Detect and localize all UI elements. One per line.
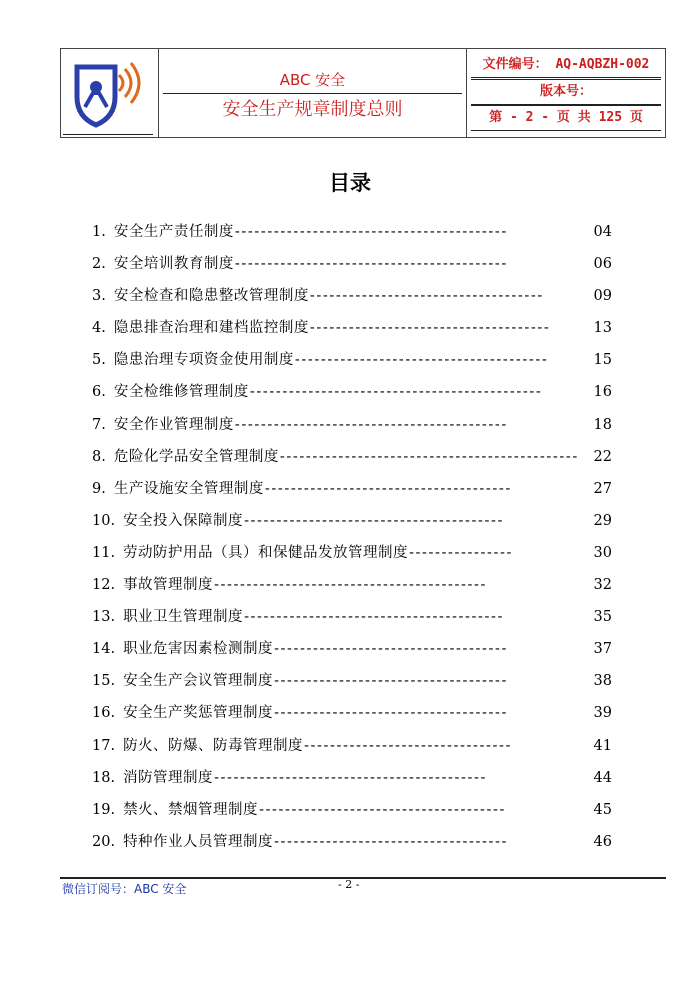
toc-page: 06 <box>593 256 612 273</box>
toc-number: 16. <box>92 705 116 722</box>
toc-item[interactable] <box>92 413 612 445</box>
toc-page: 41 <box>593 737 612 754</box>
wechat-account: 微信订阅号：ABC 安全 <box>62 882 187 896</box>
toc-text: 安全投入保障制度 <box>123 512 244 529</box>
toc-leader: -------------------------------------- <box>259 801 507 818</box>
toc-text: 事故管理制度 <box>123 577 214 594</box>
toc-page: 29 <box>593 512 612 529</box>
toc-leader: --------------------------------------------- <box>249 384 543 401</box>
toc-number: 3. <box>92 288 106 305</box>
logo-underline <box>63 134 153 135</box>
toc-number: 12. <box>92 577 116 594</box>
toc-item[interactable] <box>92 316 612 348</box>
toc-leader: ------------------------------------ <box>274 641 509 658</box>
toc-page: 39 <box>593 705 612 722</box>
toc-leader: ------------------------------------------ <box>214 577 488 594</box>
toc-page: 15 <box>593 352 612 369</box>
toc-text: 职业危害因素检测制度 <box>123 641 274 658</box>
toc-leader: ------------------------------------- <box>309 320 551 337</box>
toc-leader: ------------------------------------ <box>309 288 544 305</box>
toc-leader: -------------------------------- <box>304 737 513 754</box>
toc-number: 5. <box>92 352 106 369</box>
toc-leader: -------------------------------------- <box>264 480 512 497</box>
toc-text: 禁火、禁烟管理制度 <box>123 801 259 818</box>
toc-leader: ---------------------------------------- <box>244 512 505 529</box>
toc-leader: ---------------------------------------- <box>244 609 505 626</box>
toc-number: 10. <box>92 512 116 529</box>
toc-page: 32 <box>593 577 612 594</box>
info-cell <box>467 49 665 137</box>
toc-text: 安全生产会议管理制度 <box>123 673 274 690</box>
toc-page: 27 <box>593 480 612 497</box>
version-number: 版本号： <box>471 79 661 105</box>
toc-leader: ------------------------------------------ <box>234 224 508 240</box>
file-number: 文件编号： AQ-AQBZH-002 <box>471 53 661 78</box>
toc-page: 46 <box>593 833 612 850</box>
toc-item[interactable] <box>92 220 612 252</box>
toc-item[interactable] <box>92 380 612 412</box>
toc-number: 7. <box>92 416 106 433</box>
toc-number: 11. <box>92 544 116 561</box>
toc-text: 生产设施安全管理制度 <box>113 480 264 497</box>
organization-name: ABC 安全 <box>279 71 346 89</box>
toc-item[interactable] <box>92 445 612 477</box>
toc-item[interactable] <box>92 477 612 509</box>
toc-item[interactable] <box>92 830 612 862</box>
toc-leader: ---------------------------------------------- <box>279 448 579 465</box>
toc-item[interactable] <box>92 573 612 605</box>
page-info: 第 - 2 - 页 共 125 页 <box>471 105 661 131</box>
toc-item[interactable] <box>92 798 612 830</box>
toc-item[interactable] <box>92 669 612 701</box>
toc-leader: ------------------------------------ <box>274 705 509 722</box>
toc-leader: ------------------------------------ <box>274 833 509 850</box>
toc-page: 13 <box>593 320 612 337</box>
toc-page: 35 <box>593 609 612 626</box>
toc-number: 9. <box>92 480 106 497</box>
toc-text: 危险化学品安全管理制度 <box>113 448 279 465</box>
toc-item[interactable] <box>92 252 612 284</box>
toc-page: 22 <box>593 448 612 465</box>
toc-text: 消防管理制度 <box>123 769 214 786</box>
toc-number: 17. <box>92 737 116 754</box>
toc-text: 职业卫生管理制度 <box>123 609 244 626</box>
toc-page: 38 <box>593 673 612 690</box>
toc-page: 44 <box>593 769 612 786</box>
toc-text: 特种作业人员管理制度 <box>123 833 274 850</box>
toc-page: 09 <box>593 288 612 305</box>
toc-text: 隐患排查治理和建档监控制度 <box>113 320 309 337</box>
toc-number: 6. <box>92 384 106 401</box>
toc-item[interactable] <box>92 605 612 637</box>
toc-item[interactable] <box>92 541 612 573</box>
document-header <box>60 48 666 138</box>
toc-leader: ------------------------------------ <box>274 673 509 690</box>
toc-number: 13. <box>92 609 116 626</box>
toc-text: 安全生产奖惩管理制度 <box>123 705 274 722</box>
toc-leader: ---------------- <box>409 544 514 561</box>
footer-page-number: - 2 - <box>338 878 360 891</box>
toc-item[interactable] <box>92 637 612 669</box>
toc-number: 19. <box>92 801 116 818</box>
title-cell <box>159 49 467 137</box>
toc-leader: ------------------------------------------ <box>234 256 508 273</box>
toc-item[interactable] <box>92 348 612 380</box>
company-logo-icon <box>71 57 149 129</box>
footer-divider <box>60 877 666 879</box>
logo-cell <box>61 49 159 137</box>
toc-item[interactable] <box>92 766 612 798</box>
toc-page: 16 <box>593 384 612 401</box>
toc-page: 04 <box>593 224 612 240</box>
toc-leader: --------------------------------------- <box>294 352 549 369</box>
toc-item[interactable] <box>92 701 612 733</box>
toc-text: 安全作业管理制度 <box>113 416 234 433</box>
toc-number: 18. <box>92 769 116 786</box>
toc-text: 安全检查和隐患整改管理制度 <box>113 288 309 305</box>
table-of-contents <box>92 220 612 862</box>
toc-number: 14. <box>92 641 116 658</box>
toc-page: 37 <box>593 641 612 658</box>
toc-number: 1. <box>92 224 106 240</box>
title-divider <box>163 93 462 94</box>
toc-text: 安全检维修管理制度 <box>113 384 249 401</box>
toc-text: 隐患治理专项资金使用制度 <box>113 352 294 369</box>
toc-page: 18 <box>593 416 612 433</box>
toc-page: 30 <box>593 544 612 561</box>
toc-number: 20. <box>92 833 116 850</box>
toc-number: 2. <box>92 256 106 273</box>
toc-page: 45 <box>593 801 612 818</box>
toc-number: 4. <box>92 320 106 337</box>
toc-item[interactable] <box>92 734 612 766</box>
toc-text: 劳动防护用品（具）和保健品发放管理制度 <box>123 544 409 561</box>
toc-number: 15. <box>92 673 116 690</box>
toc-text: 防火、防爆、防毒管理制度 <box>123 737 304 754</box>
toc-number: 8. <box>92 448 106 465</box>
toc-text: 安全生产责任制度 <box>113 224 234 240</box>
toc-item[interactable] <box>92 509 612 541</box>
toc-text: 安全培训教育制度 <box>113 256 234 273</box>
toc-item[interactable] <box>92 284 612 316</box>
document-title: 安全生产规章制度总则 <box>222 99 403 120</box>
toc-leader: ------------------------------------------ <box>214 769 488 786</box>
toc-leader: ------------------------------------------ <box>234 416 508 433</box>
toc-title: 目录 <box>329 171 371 195</box>
